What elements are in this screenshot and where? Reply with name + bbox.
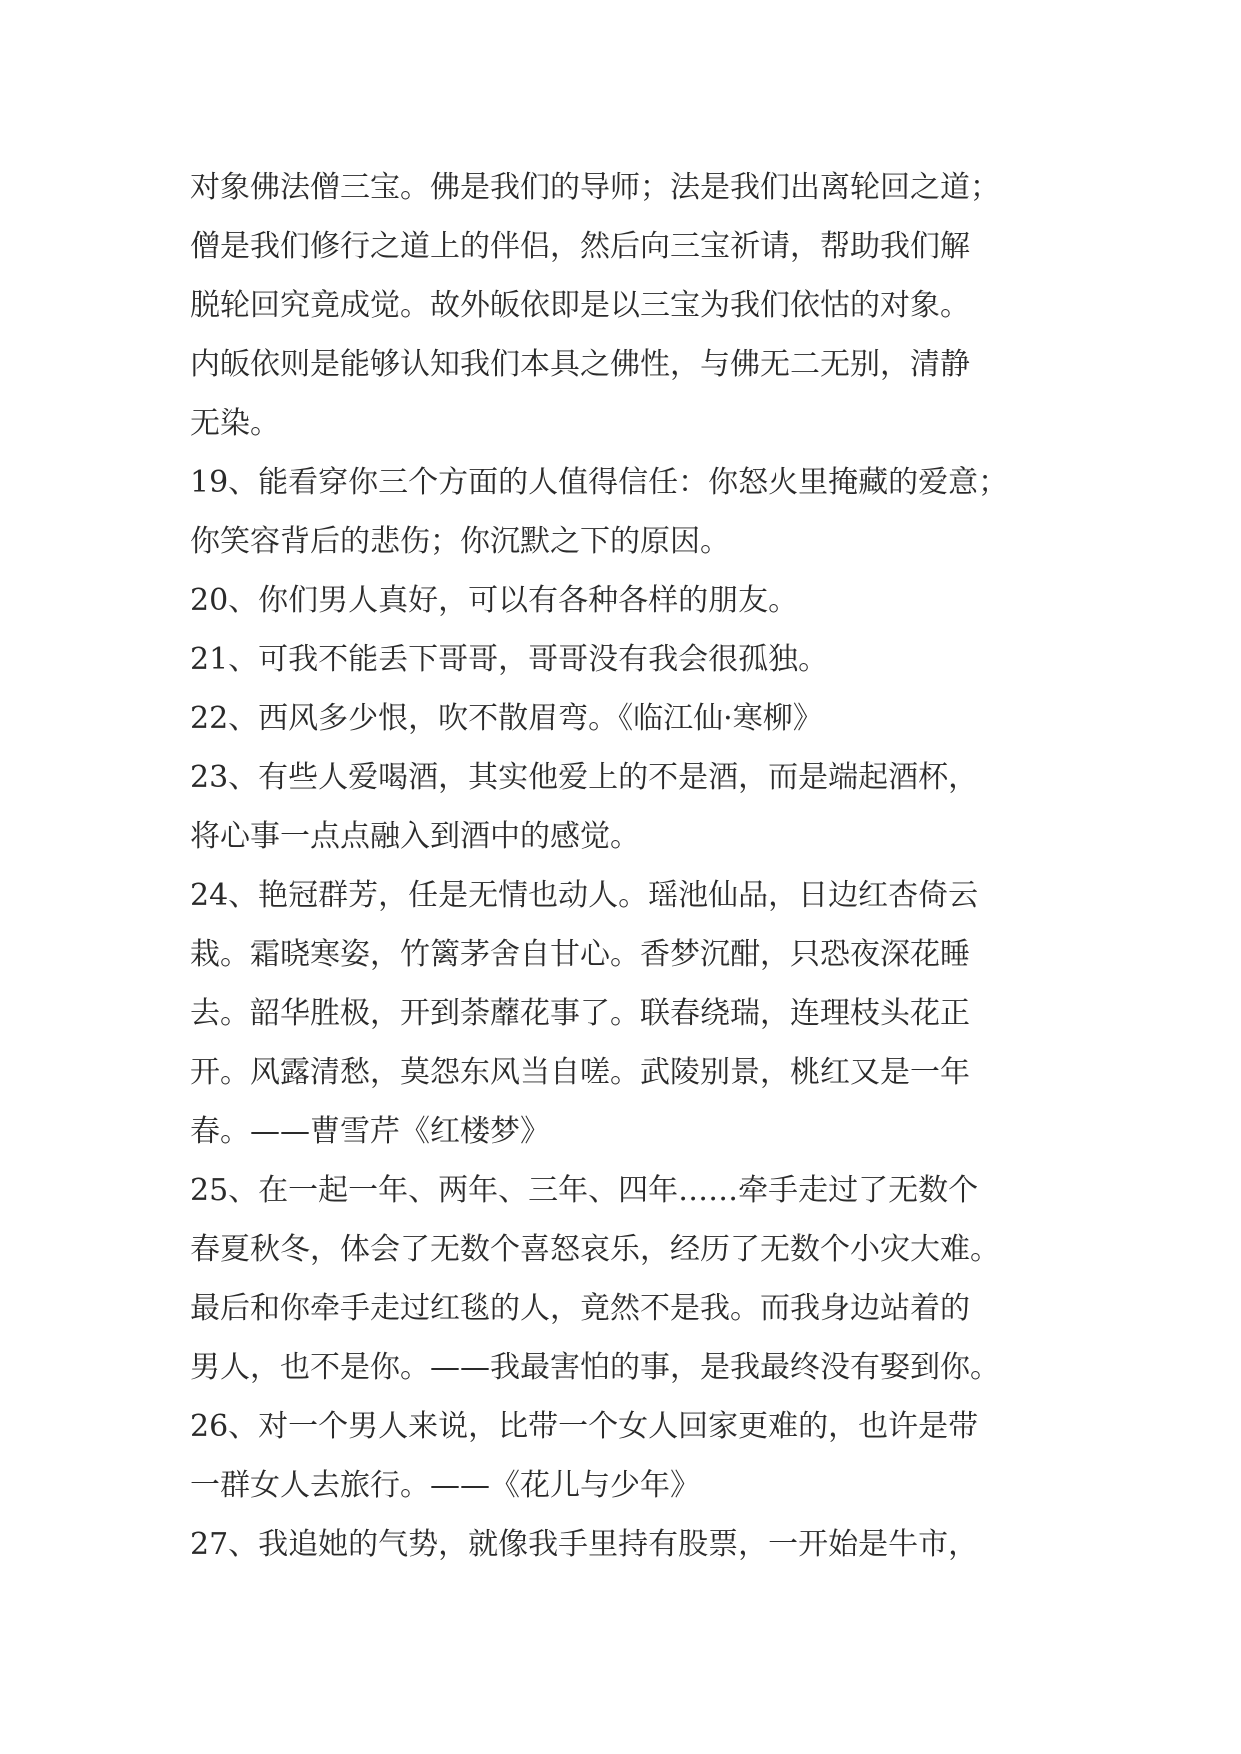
text-line: 26、对一个男人来说，比带一个女人回家更难的，也许是带 (190, 1409, 979, 1444)
text-line: 将心事一点点融入到酒中的感觉。 (190, 819, 640, 854)
text-line: 脱轮回究竟成觉。故外皈依即是以三宝为我们依怙的对象。 (190, 288, 970, 323)
text-line: 一群女人去旅行。——《花儿与少年》 (190, 1468, 700, 1503)
text-line: 对象佛法僧三宝。佛是我们的导师；法是我们出离轮回之道； (190, 170, 1000, 205)
text-line: 男人，也不是你。——我最害怕的事，是我最终没有娶到你。 (190, 1350, 1000, 1385)
text-line: 去。韶华胜极，开到荼蘼花事了。联春绕瑞，连理枝头花正 (190, 996, 970, 1031)
text-line: 僧是我们修行之道上的伴侣，然后向三宝祈请，帮助我们解 (190, 229, 970, 264)
text-line: 19、能看穿你三个方面的人值得信任：你怒火里掩藏的爱意； (190, 465, 1009, 500)
text-line: 27、我追她的气势，就像我手里持有股票，一开始是牛市， (190, 1527, 979, 1562)
text-line: 25、在一起一年、两年、三年、四年……牵手走过了无数个 (190, 1173, 979, 1208)
text-line: 你笑容背后的悲伤；你沉默之下的原因。 (190, 524, 730, 559)
text-line: 栽。霜晓寒姿，竹篱茅舍自甘心。香梦沉酣，只恐夜深花睡 (190, 937, 970, 972)
text-line: 开。风露清愁，莫怨东风当自嗟。武陵别景，桃红又是一年 (190, 1055, 970, 1090)
document-body (190, 158, 1070, 1574)
text-line: 内皈依则是能够认知我们本具之佛性，与佛无二无别，清静 (190, 347, 970, 382)
text-line: 24、艳冠群芳，任是无情也动人。瑶池仙品，日边红杏倚云 (190, 878, 979, 913)
text-line: 无染。 (190, 406, 280, 441)
text-line: 春。——曹雪芹《红楼梦》 (190, 1114, 550, 1149)
text-line: 春夏秋冬，体会了无数个喜怒哀乐，经历了无数个小灾大难。 (190, 1232, 1000, 1267)
text-line: 21、可我不能丢下哥哥，哥哥没有我会很孤独。 (190, 642, 829, 677)
text-line: 22、西风多少恨，吹不散眉弯。《临江仙·寒柳》 (190, 701, 823, 736)
text-line: 20、你们男人真好，可以有各种各样的朋友。 (190, 583, 799, 618)
text-line: 最后和你牵手走过红毯的人，竟然不是我。而我身边站着的 (190, 1291, 970, 1326)
text-line: 23、有些人爱喝酒，其实他爱上的不是酒，而是端起酒杯， (190, 760, 979, 795)
